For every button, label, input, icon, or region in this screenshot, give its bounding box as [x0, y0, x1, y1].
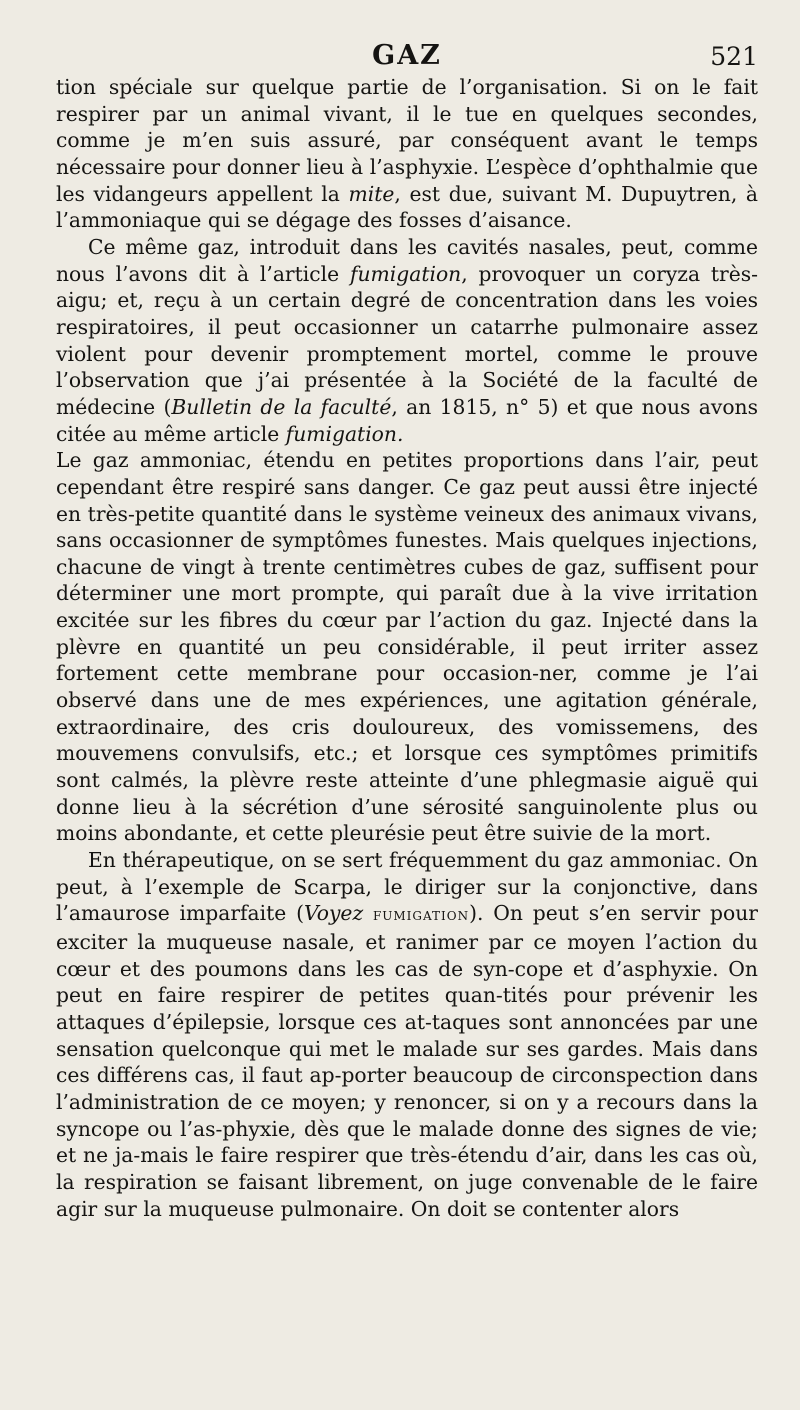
running-head — [56, 0, 758, 74]
text-run: , provoquer un coryza très-aigu; et, reçu à un certain degré de concentration dans les voies respiratoires, il peut occasionner un catarrhe pulmonaire assez violent pour devenir promptement mortel, comme le prouve l’observation que j’ai présentée à la Société de la faculté de médecine ( — [56, 261, 759, 419]
paragraph — [56, 447, 758, 847]
italic-text: mite — [348, 181, 395, 206]
paragraph — [56, 74, 758, 234]
small-caps-text: fumigation — [372, 905, 470, 926]
text-run: Le gaz ammoniac, étendu en petites proportions dans l’air, peut cependant être respiré sans danger. Ce gaz peut aussi être injecté en très-petite quantité dans le système veineux des animaux vivans, sans occasionner de symptômes funestes. Mais quelques injections, chacune de vingt à trente centimètres cubes de gaz, suffisent pour déterminer une mort prompte, qui paraît due à la vive irritation excitée sur les fibres du cœur par l’action du gaz. Injecté dans la plèvre en quantité un peu considérable, il peut irriter assez fortement cette membrane pour occasion-ner, comme je l’ai observé dans une de mes expériences, une agitation générale, extraordinaire, des cris douloureux, des vomissemens, des mouvemens convulsifs, etc.; et lorsque ces symptômes primitifs sont calmés, la plèvre reste atteinte d’une phlegmasie aiguë qui donne lieu à la sécrétion d’une sérosité sanguinolente plus ou moins abondante, et cette pleurésie peut être suivie de la mort. — [56, 448, 758, 846]
text-run: , an 1815, n° 5) et que nous avons citée au même article — [56, 394, 758, 446]
text-run: ). On peut s’en servir pour exciter la muqueuse nasale, et ranimer par ce moyen l’action du cœur et des poumons dans les cas de syn-cope et d’asphyxie. On peut en faire respirer de petites quan-tités pour prévenir les attaques d’épilepsie, lorsque ces at-taques sont annoncées par une sensation quelconque qui met le malade sur ses gardes. Mais dans ces différens cas, il faut ap-porter beaucoup de circonspection dans l’administration de ce moyen; y renoncer, si on y a recours dans la syncope ou l’as-phyxie, dès que le malade donne des signes de vie; et ne ja-mais le faire respirer que très-étendu d’air, dans les cas où, la respiration se faisant librement, on juge convenable de le faire agir sur la muqueuse pulmonaire. On doit se contenter alors — [56, 901, 758, 1221]
text-run — [363, 901, 373, 925]
text-run: En thérapeutique, on se sert fréquemment du gaz ammoniac. On peut, à l’exemple de Scarpa, le diriger sur la conjonctive, dans l’amaurose imparfaite ( — [56, 848, 758, 926]
paragraph — [56, 847, 758, 1222]
paragraph — [56, 234, 758, 447]
body-text — [56, 74, 758, 1222]
italic-text: Bulletin de la faculté — [171, 394, 392, 419]
italic-text: fumigation — [349, 261, 462, 286]
running-title: GAZ — [372, 40, 442, 71]
text-run: , est due, suivant M. Dupuytren, à l’ammoniaque qui se dégage des fosses d’aisance. — [56, 181, 758, 233]
text-run: tion spéciale sur quelque partie de l’organisation. Si on le fait respirer par un animal vivant, il le tue en quelques secondes, comme je m’en suis assuré, par conséquent avant le temps nécessaire pour donner lieu à l’asphyxie. L’espèce d’ophthalmie que les vidangeurs appellent la — [56, 75, 758, 206]
page-number: 521 — [710, 42, 758, 71]
italic-text: fumigation. — [285, 421, 404, 446]
text-run: Ce même gaz, introduit dans les cavités nasales, peut, comme nous l’avons dit à l’article — [56, 234, 758, 286]
italic-text: Voyez — [303, 901, 364, 926]
